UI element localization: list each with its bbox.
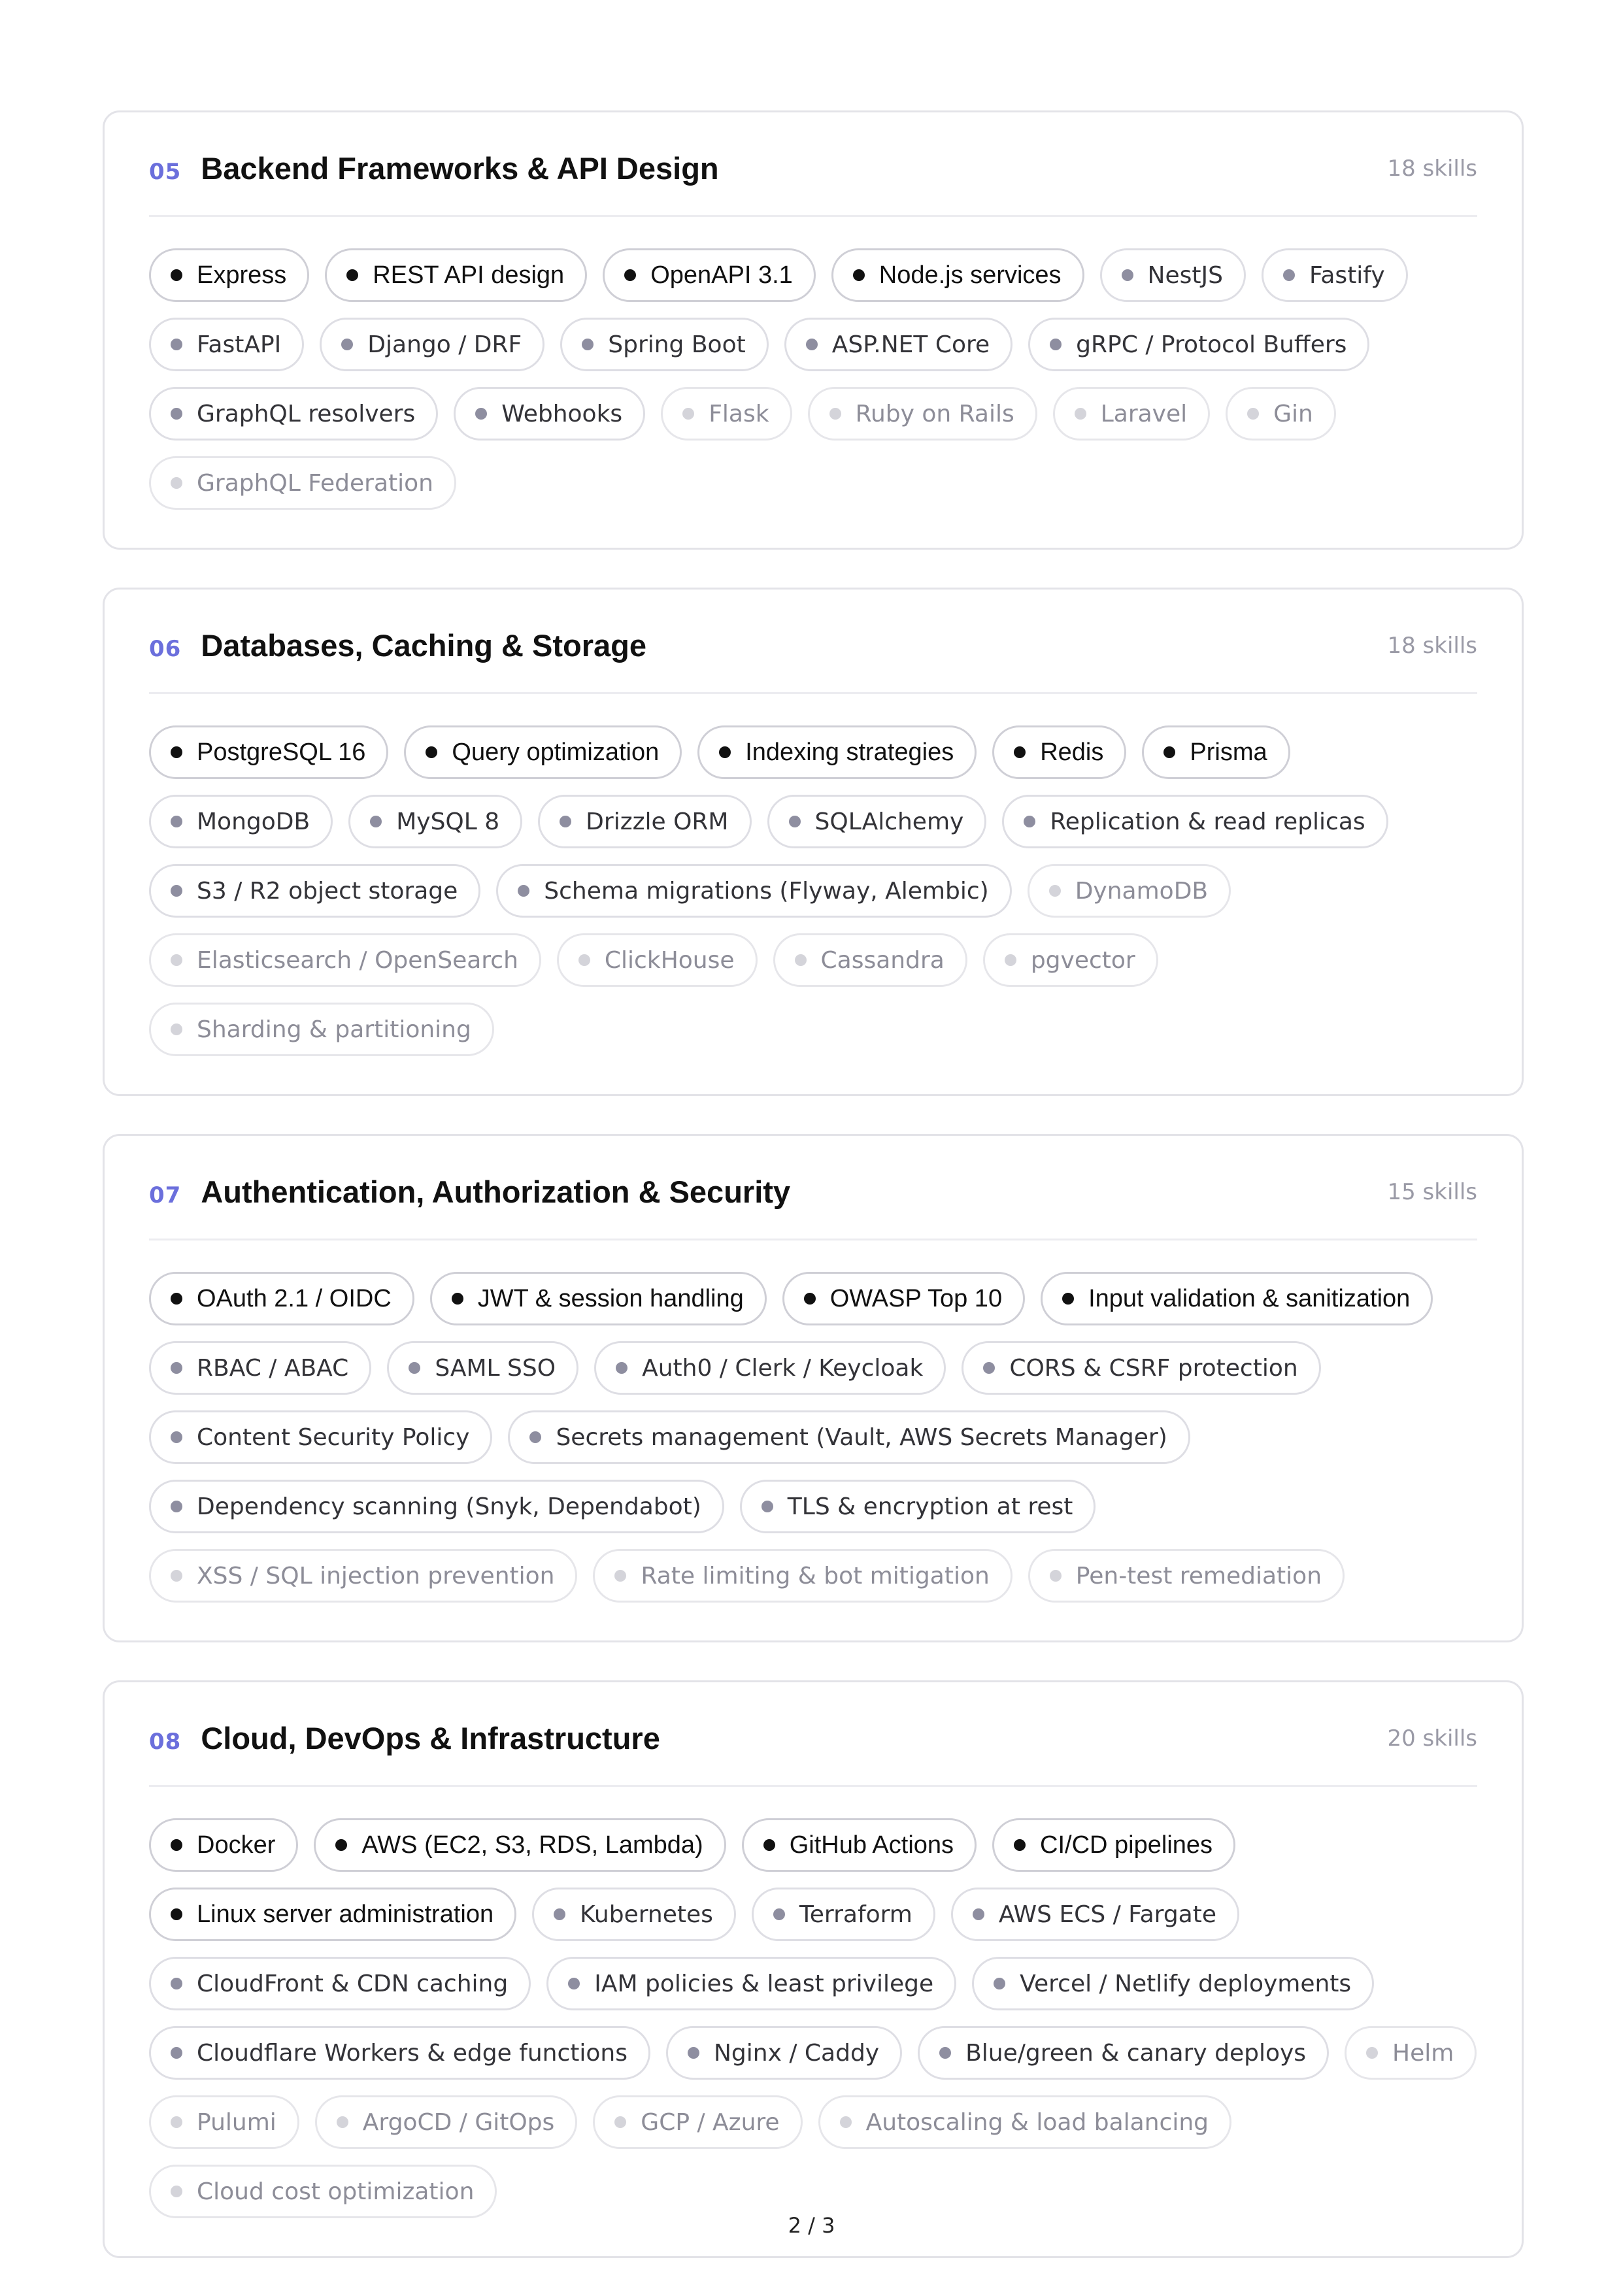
skill-chip-label: Pen-test remediation: [1075, 1562, 1322, 1589]
skill-chip: [962, 1341, 1320, 1395]
proficiency-dot-icon: [1062, 1293, 1074, 1305]
skill-chip: [149, 1480, 724, 1533]
proficiency-dot-icon: [1163, 746, 1175, 758]
proficiency-dot-icon: [171, 477, 182, 489]
skill-chip: [149, 795, 333, 848]
skill-chip: [149, 933, 541, 987]
proficiency-dot-icon: [171, 2116, 182, 2128]
skill-chip: [594, 1341, 946, 1395]
proficiency-dot-icon: [337, 2116, 348, 2128]
skill-chip: [314, 1818, 726, 1872]
skill-chip: [918, 2026, 1329, 2080]
skill-chip: [149, 1818, 298, 1872]
skill-chip-label: pgvector: [1030, 946, 1135, 974]
section-number: 05: [149, 159, 182, 185]
section-number: 08: [149, 1729, 182, 1755]
section-number: 07: [149, 1182, 182, 1208]
proficiency-dot-icon: [171, 746, 182, 758]
proficiency-dot-icon: [806, 339, 818, 350]
skill-chip-label: SAML SSO: [435, 1354, 556, 1382]
proficiency-dot-icon: [789, 816, 801, 827]
skill-chip: [818, 2095, 1231, 2149]
skill-chip: [149, 456, 456, 510]
skill-chip: [983, 933, 1158, 987]
skill-chip: [784, 318, 1012, 371]
proficiency-dot-icon: [1014, 746, 1026, 758]
skill-chip-label: OWASP Top 10: [829, 1284, 1003, 1312]
skill-chip-list: [149, 248, 1477, 510]
skill-chip-label: Input validation & sanitization: [1088, 1284, 1411, 1312]
skill-chip: [149, 1003, 494, 1056]
skill-chip-label: GraphQL Federation: [197, 469, 433, 497]
skill-chip-label: Redis: [1040, 738, 1104, 766]
skill-chip: [430, 1272, 767, 1325]
skill-chip: [149, 318, 304, 371]
skill-chip: [387, 1341, 578, 1395]
proficiency-dot-icon: [1247, 408, 1259, 420]
skill-chip: [1002, 795, 1388, 848]
skill-chip-label: Terraform: [799, 1901, 912, 1928]
proficiency-dot-icon: [773, 1908, 785, 1920]
section-title-group: [149, 1720, 660, 1756]
skill-chip: [742, 1818, 977, 1872]
skill-chip-label: Docker: [197, 1831, 276, 1859]
proficiency-dot-icon: [578, 954, 590, 966]
proficiency-dot-icon: [409, 1362, 420, 1374]
skill-chip: [603, 248, 816, 302]
skill-section-card: [103, 588, 1524, 1096]
skill-chip-label: CORS & CSRF protection: [1009, 1354, 1298, 1382]
skill-chip-label: AWS (EC2, S3, RDS, Lambda): [361, 1831, 703, 1859]
section-title: Backend Frameworks & API Design: [201, 151, 719, 186]
proficiency-dot-icon: [1075, 408, 1086, 420]
skill-chip: [1262, 248, 1408, 302]
skill-chip-label: Linux server administration: [197, 1900, 494, 1928]
proficiency-dot-icon: [939, 2047, 951, 2059]
section-title-group: [149, 150, 719, 186]
skill-chip: [538, 795, 751, 848]
proficiency-dot-icon: [171, 1501, 182, 1512]
skill-chip-label: OAuth 2.1 / OIDC: [197, 1284, 392, 1312]
skill-chip: [532, 1888, 736, 1941]
skill-chip: [593, 2095, 802, 2149]
section-title-group: [149, 1174, 790, 1210]
proficiency-dot-icon: [452, 1293, 463, 1305]
proficiency-dot-icon: [795, 954, 807, 966]
skill-chip-label: Schema migrations (Flyway, Alembic): [544, 877, 989, 905]
skill-chip: [149, 1549, 577, 1603]
section-number: 06: [149, 636, 182, 662]
proficiency-dot-icon: [171, 885, 182, 897]
skill-chip-list: [149, 1818, 1477, 2218]
skill-chip-label: REST API design: [373, 261, 565, 289]
skill-chip-label: gRPC / Protocol Buffers: [1076, 331, 1347, 358]
skill-chip-label: AWS ECS / Fargate: [998, 1901, 1216, 1928]
proficiency-dot-icon: [582, 339, 594, 350]
proficiency-dot-icon: [1049, 885, 1061, 897]
skill-chip-label: Node.js services: [878, 261, 1062, 289]
proficiency-dot-icon: [171, 1431, 182, 1443]
skill-chip-label: JWT & session handling: [477, 1284, 744, 1312]
section-title: Authentication, Authorization & Security: [201, 1174, 791, 1209]
skill-chip: [1345, 2026, 1477, 2080]
proficiency-dot-icon: [171, 2047, 182, 2059]
skill-chip-label: CI/CD pipelines: [1040, 1831, 1213, 1859]
proficiency-dot-icon: [614, 1570, 626, 1582]
skill-chip-label: Elasticsearch / OpenSearch: [197, 946, 518, 974]
skill-chip-label: Cassandra: [820, 946, 945, 974]
skill-chip: [348, 795, 522, 848]
skill-chip-label: S3 / R2 object storage: [197, 877, 458, 905]
page-number: 2 / 3: [788, 2213, 835, 2238]
proficiency-dot-icon: [529, 1431, 541, 1443]
skill-chip-label: Django / DRF: [367, 331, 522, 358]
skill-chip: [149, 248, 309, 302]
section-header: [149, 627, 1477, 694]
skill-chip: [404, 725, 682, 779]
proficiency-dot-icon: [761, 1501, 773, 1512]
proficiency-dot-icon: [1005, 954, 1016, 966]
skill-chip: [1100, 248, 1246, 302]
skill-chip: [951, 1888, 1239, 1941]
skill-chip-label: XSS / SQL injection prevention: [197, 1562, 555, 1589]
proficiency-dot-icon: [171, 269, 182, 281]
proficiency-dot-icon: [983, 1362, 995, 1374]
proficiency-dot-icon: [682, 408, 694, 420]
skill-chip: [972, 1957, 1374, 2010]
skill-chip: [992, 725, 1126, 779]
skill-chip-label: Sharding & partitioning: [197, 1016, 471, 1043]
proficiency-dot-icon: [171, 816, 182, 827]
skill-chip-label: Cloud cost optimization: [197, 2178, 475, 2205]
proficiency-dot-icon: [171, 2186, 182, 2197]
section-title-group: [149, 627, 646, 663]
proficiency-dot-icon: [719, 746, 731, 758]
section-header: [149, 1174, 1477, 1240]
skill-chip: [149, 1410, 492, 1464]
skill-chip-label: Pulumi: [197, 2108, 276, 2136]
skill-chip-label: DynamoDB: [1075, 877, 1209, 905]
skill-chip: [773, 933, 967, 987]
proficiency-dot-icon: [1283, 269, 1295, 281]
proficiency-dot-icon: [1014, 1839, 1026, 1851]
skill-chip-label: Express: [197, 261, 287, 289]
proficiency-dot-icon: [426, 746, 437, 758]
proficiency-dot-icon: [763, 1839, 775, 1851]
proficiency-dot-icon: [171, 1839, 182, 1851]
skill-chip: [1028, 864, 1231, 918]
proficiency-dot-icon: [1122, 269, 1133, 281]
proficiency-dot-icon: [554, 1908, 565, 1920]
skill-chip-label: Rate limiting & bot mitigation: [641, 1562, 990, 1589]
proficiency-dot-icon: [370, 816, 382, 827]
skill-chip: [661, 387, 792, 441]
proficiency-dot-icon: [624, 269, 636, 281]
skill-chip-label: SQLAlchemy: [814, 808, 964, 835]
skill-chip: [782, 1272, 1025, 1325]
proficiency-dot-icon: [171, 1908, 182, 1920]
proficiency-dot-icon: [994, 1978, 1005, 1989]
skill-chip-label: Nginx / Caddy: [713, 2039, 880, 2067]
skill-chip-label: Drizzle ORM: [586, 808, 729, 835]
skill-chip-label: Dependency scanning (Snyk, Dependabot): [197, 1493, 701, 1520]
skill-chip-label: NestJS: [1147, 261, 1223, 289]
skill-chip: [557, 933, 758, 987]
skill-chip-label: MongoDB: [197, 808, 310, 835]
skill-chip: [1226, 387, 1336, 441]
skill-chip: [149, 1341, 371, 1395]
skill-chip-label: Replication & read replicas: [1050, 808, 1365, 835]
skill-chip-label: Secrets management (Vault, AWS Secrets Manager): [556, 1423, 1167, 1451]
skill-chip: [560, 318, 768, 371]
proficiency-dot-icon: [568, 1978, 580, 1989]
skill-chip: [546, 1957, 956, 2010]
section-header: [149, 1720, 1477, 1787]
skill-chip-label: Auth0 / Clerk / Keycloak: [642, 1354, 924, 1382]
skill-chip: [767, 795, 987, 848]
skill-chip-label: Prisma: [1190, 738, 1267, 766]
skill-count: 18 skills: [1387, 155, 1477, 182]
skill-chip-label: FastAPI: [197, 331, 282, 358]
skill-chip: [1028, 318, 1369, 371]
skill-chip-label: Query optimization: [452, 738, 660, 766]
proficiency-dot-icon: [335, 1839, 347, 1851]
skill-chip-label: Indexing strategies: [745, 738, 954, 766]
skill-chip: [149, 1272, 414, 1325]
proficiency-dot-icon: [171, 1362, 182, 1374]
skill-chip-label: GraphQL resolvers: [197, 400, 416, 427]
skill-chip-label: OpenAPI 3.1: [650, 261, 793, 289]
proficiency-dot-icon: [1050, 1570, 1062, 1582]
skill-chip-label: Autoscaling & load balancing: [865, 2108, 1209, 2136]
skill-chip: [320, 318, 544, 371]
skill-chip-label: Helm: [1392, 2039, 1454, 2067]
proficiency-dot-icon: [1050, 339, 1062, 350]
section-header: [149, 150, 1477, 217]
skill-chip-label: MySQL 8: [396, 808, 500, 835]
skill-chip: [1028, 1549, 1345, 1603]
skill-chip-label: TLS & encryption at rest: [787, 1493, 1073, 1520]
skill-chip-label: GitHub Actions: [789, 1831, 954, 1859]
skill-chip-list: [149, 725, 1477, 1056]
skill-chip: [1041, 1272, 1433, 1325]
skill-chip-label: Webhooks: [501, 400, 623, 427]
skill-chip: [149, 864, 480, 918]
skill-chip: [149, 725, 388, 779]
skill-chip-label: CloudFront & CDN caching: [197, 1970, 509, 1997]
proficiency-dot-icon: [171, 1023, 182, 1035]
skill-count: 20 skills: [1387, 1725, 1477, 1752]
skill-chip-label: ArgoCD / GitOps: [362, 2108, 555, 2136]
skill-chip-label: PostgreSQL 16: [197, 738, 366, 766]
skill-chip: [1142, 725, 1290, 779]
skill-chip: [697, 725, 977, 779]
skill-chip-label: ASP.NET Core: [831, 331, 990, 358]
skill-chip: [808, 387, 1037, 441]
section-title: Cloud, DevOps & Infrastructure: [201, 1721, 660, 1755]
proficiency-dot-icon: [853, 269, 865, 281]
proficiency-dot-icon: [688, 2047, 699, 2059]
skill-chip: [508, 1410, 1190, 1464]
proficiency-dot-icon: [171, 954, 182, 966]
skill-count: 15 skills: [1387, 1178, 1477, 1205]
skill-sections: [103, 110, 1524, 2296]
proficiency-dot-icon: [804, 1293, 816, 1305]
skill-chip: [454, 387, 645, 441]
skill-chip: [831, 248, 1084, 302]
skill-chip-label: Ruby on Rails: [855, 400, 1014, 427]
skill-chip: [992, 1818, 1235, 1872]
skill-section-card: [103, 1680, 1524, 2258]
skill-chip-label: Fastify: [1309, 261, 1385, 289]
skill-chip-label: Gin: [1273, 400, 1313, 427]
skill-chip-label: Blue/green & canary deploys: [965, 2039, 1307, 2067]
proficiency-dot-icon: [171, 339, 182, 350]
skill-chip-label: Spring Boot: [608, 331, 746, 358]
skill-chip-label: Kubernetes: [580, 1901, 713, 1928]
proficiency-dot-icon: [475, 408, 487, 420]
skill-chip: [593, 1549, 1012, 1603]
proficiency-dot-icon: [171, 408, 182, 420]
skill-chip: [149, 1888, 516, 1941]
skill-chip: [315, 2095, 578, 2149]
proficiency-dot-icon: [1366, 2047, 1378, 2059]
skill-chip-label: Cloudflare Workers & edge functions: [197, 2039, 627, 2067]
skill-section-card: [103, 1134, 1524, 1642]
skill-chip-list: [149, 1272, 1477, 1603]
proficiency-dot-icon: [171, 1293, 182, 1305]
proficiency-dot-icon: [341, 339, 353, 350]
proficiency-dot-icon: [973, 1908, 984, 1920]
skill-chip: [325, 248, 587, 302]
skill-count: 18 skills: [1387, 632, 1477, 659]
skill-chip-label: Vercel / Netlify deployments: [1020, 1970, 1352, 1997]
skill-chip-label: IAM policies & least privilege: [594, 1970, 934, 1997]
skill-chip: [1053, 387, 1210, 441]
skill-chip: [740, 1480, 1096, 1533]
skill-chip: [149, 2165, 497, 2218]
skill-chip: [752, 1888, 935, 1941]
skill-chip-label: Laravel: [1100, 400, 1188, 427]
skill-chip: [496, 864, 1011, 918]
skill-chip: [149, 387, 438, 441]
skill-chip: [666, 2026, 902, 2080]
skill-chip-label: Content Security Policy: [197, 1423, 470, 1451]
skill-chip-label: GCP / Azure: [641, 2108, 780, 2136]
proficiency-dot-icon: [1024, 816, 1035, 827]
proficiency-dot-icon: [560, 816, 571, 827]
proficiency-dot-icon: [171, 1570, 182, 1582]
proficiency-dot-icon: [614, 2116, 626, 2128]
proficiency-dot-icon: [346, 269, 358, 281]
proficiency-dot-icon: [171, 1978, 182, 1989]
skill-chip-label: ClickHouse: [604, 946, 735, 974]
section-title: Databases, Caching & Storage: [201, 628, 647, 663]
skill-chip-label: RBAC / ABAC: [197, 1354, 349, 1382]
proficiency-dot-icon: [829, 408, 841, 420]
skill-section-card: [103, 110, 1524, 550]
proficiency-dot-icon: [616, 1362, 627, 1374]
proficiency-dot-icon: [840, 2116, 852, 2128]
proficiency-dot-icon: [518, 885, 529, 897]
skill-chip: [149, 2095, 299, 2149]
skill-chip: [149, 1957, 531, 2010]
skill-chip: [149, 2026, 650, 2080]
skill-chip-label: Flask: [709, 400, 769, 427]
